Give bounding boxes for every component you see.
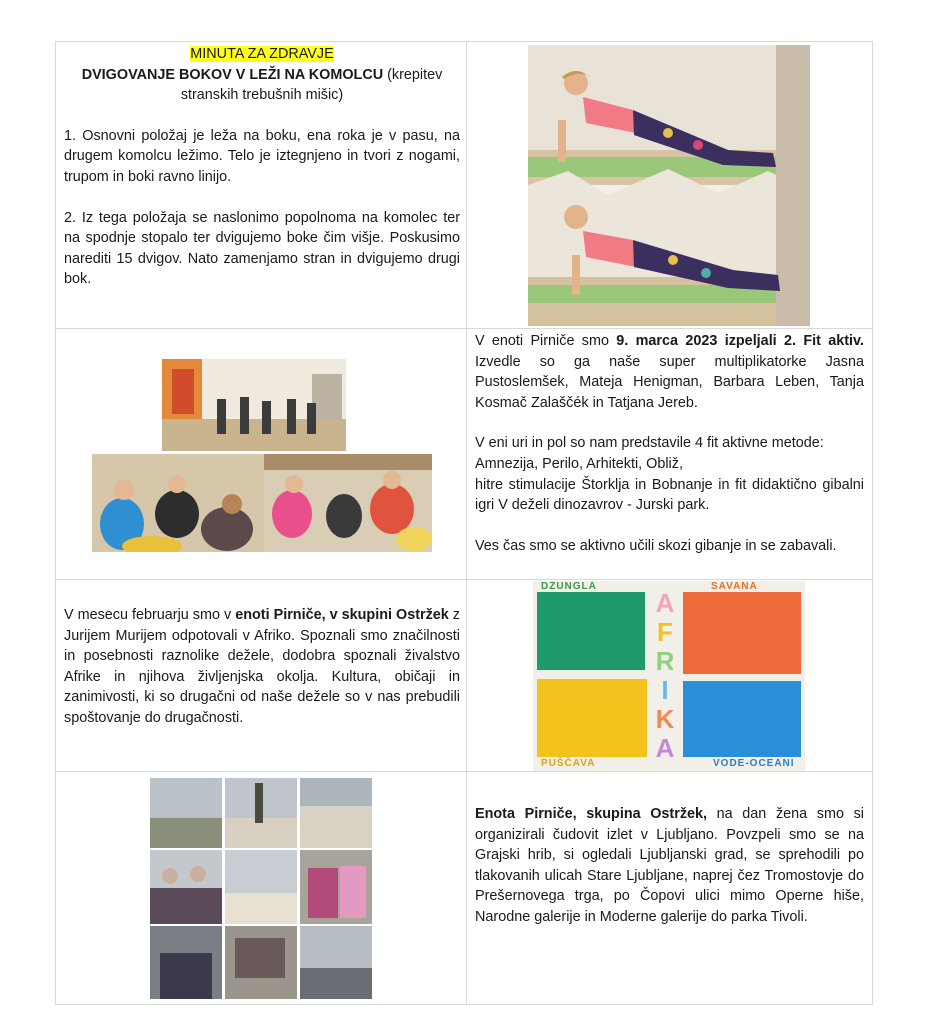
poster-label-desert: PUŠČAVA [541,758,596,769]
intro-text: V enoti Pirniče smo [475,333,617,349]
poster-letter: R [655,646,675,676]
poster-ocean-panel [683,681,801,757]
poster-letter: A [655,733,675,763]
health-minute-badge: MINUTA ZA ZDRAVJE [190,46,334,62]
row-divider [56,771,872,772]
exercise-title: DVIGOVANJE BOKOV V LEŽI NA KOMOLCU [81,66,384,83]
africa-text-b: z Jurijem Murijem odpotovali v Afriko. Spoznali smo značilnosti in posebnosti raznolike dežele, dodobra spoznali živalstvo Afrike in njihova življenjska okolja. Kultura, običaji in zanimivosti, ki so drugačni od naše dežele so v nas prebudili spoštovanje do drugačnosti. [64,607,461,726]
africa-bold: enoti Pirniče, v skupini Ostržek [235,607,449,623]
poster-letter: A [655,588,675,618]
poster-jungle-panel [537,592,645,670]
row-divider [56,579,872,580]
ljubljana-text-cell [475,804,864,928]
ljubljana-paragraph [475,804,864,928]
intro-bold: 9. marca 2023 izpeljali 2. Fit aktiv. [616,333,864,349]
africa-text-a: V mesecu februarju smo v [64,607,236,623]
africa-poster [533,581,805,771]
exercise-subtitle: (krepitev stranskih trebušnih mišic) [180,66,443,104]
workshop-photo-floor-right [264,454,432,552]
fit-aktiv-text-cell [475,331,864,556]
content-table [55,41,873,1005]
poster-desert-panel [537,679,647,757]
exercise-step-2: 2. Iz tega položaja se naslonimo popolnoma na komolec ter na spodnje stopalo ter dvigujemo boke čim višje. Poskusimo narediti 15 dvigov. Nato zamenjamo stran in dvigujemo drugi bok. [64,209,460,288]
poster-savanna-panel [683,592,801,674]
row-divider [56,328,872,329]
africa-paragraph [64,605,460,729]
poster-letter: I [661,675,669,705]
ljubljana-bold: Enota Pirniče, skupina Ostržek, [475,806,708,822]
methods-closing: Ves čas smo se aktivno učili skozi gibanje in se zabavali. [475,537,837,554]
methods-list: Amnezija, Perilo, Arhitekti, Obliž, [475,455,683,472]
fit-aktiv-intro [475,331,864,413]
africa-text-cell [64,605,460,729]
poster-letter: F [657,617,673,647]
exercise-heading [64,44,460,106]
poster-africa-letters [649,589,681,763]
poster-label-jungle: DŽUNGLA [541,581,597,592]
methods-rest: hitre stimulacije Štorklja in Bobnanje in fit didaktično gibalni igri V deželi dinozavrov - Jurski park. [475,476,864,514]
poster-label-savanna: SAVANA [711,581,758,592]
column-divider [466,42,467,1004]
poster-label-ocean: VODE-OCEANI [713,758,795,769]
exercise-photo [528,45,810,326]
ljubljana-rest: na dan žena smo si organizirali čudovit izlet v Ljubljano. Povzpeli smo se na Grajski hrib, si ogledali Ljubljanski grad, se sprehodili po tlakovanih ulicah Stare Ljubljane, naprej čez Tromostovje do Prešernovega trga, po Čopovi ulici mimo Operne hiše, Narodne galerije in Moderne galerije do parka Tivoli. [475,806,864,925]
ljubljana-trip-collage [150,778,372,999]
workshop-photo-hall [162,359,346,451]
exercise-step-1: 1. Osnovni položaj je leža na boku, ena roka je v pasu, na drugem komolcu ležimo. Telo je iztegnjeno in tvori z nogami, trupom in boki ravno linijo. [64,127,460,185]
methods-intro: V eni uri in pol so nam predstavile 4 fit aktivne metode: [475,435,824,452]
intro-rest: Izvedle so ga naše super multiplikatorke Jasna Pustoslemšek, Mateja Henigman, Barbara Leben, Tanja Kosmač Zalaščék in Tatjana Jereb. [475,353,864,411]
poster-letter: K [655,704,675,734]
exercise-text-cell [64,44,460,290]
workshop-photo-floor-left [92,454,264,552]
